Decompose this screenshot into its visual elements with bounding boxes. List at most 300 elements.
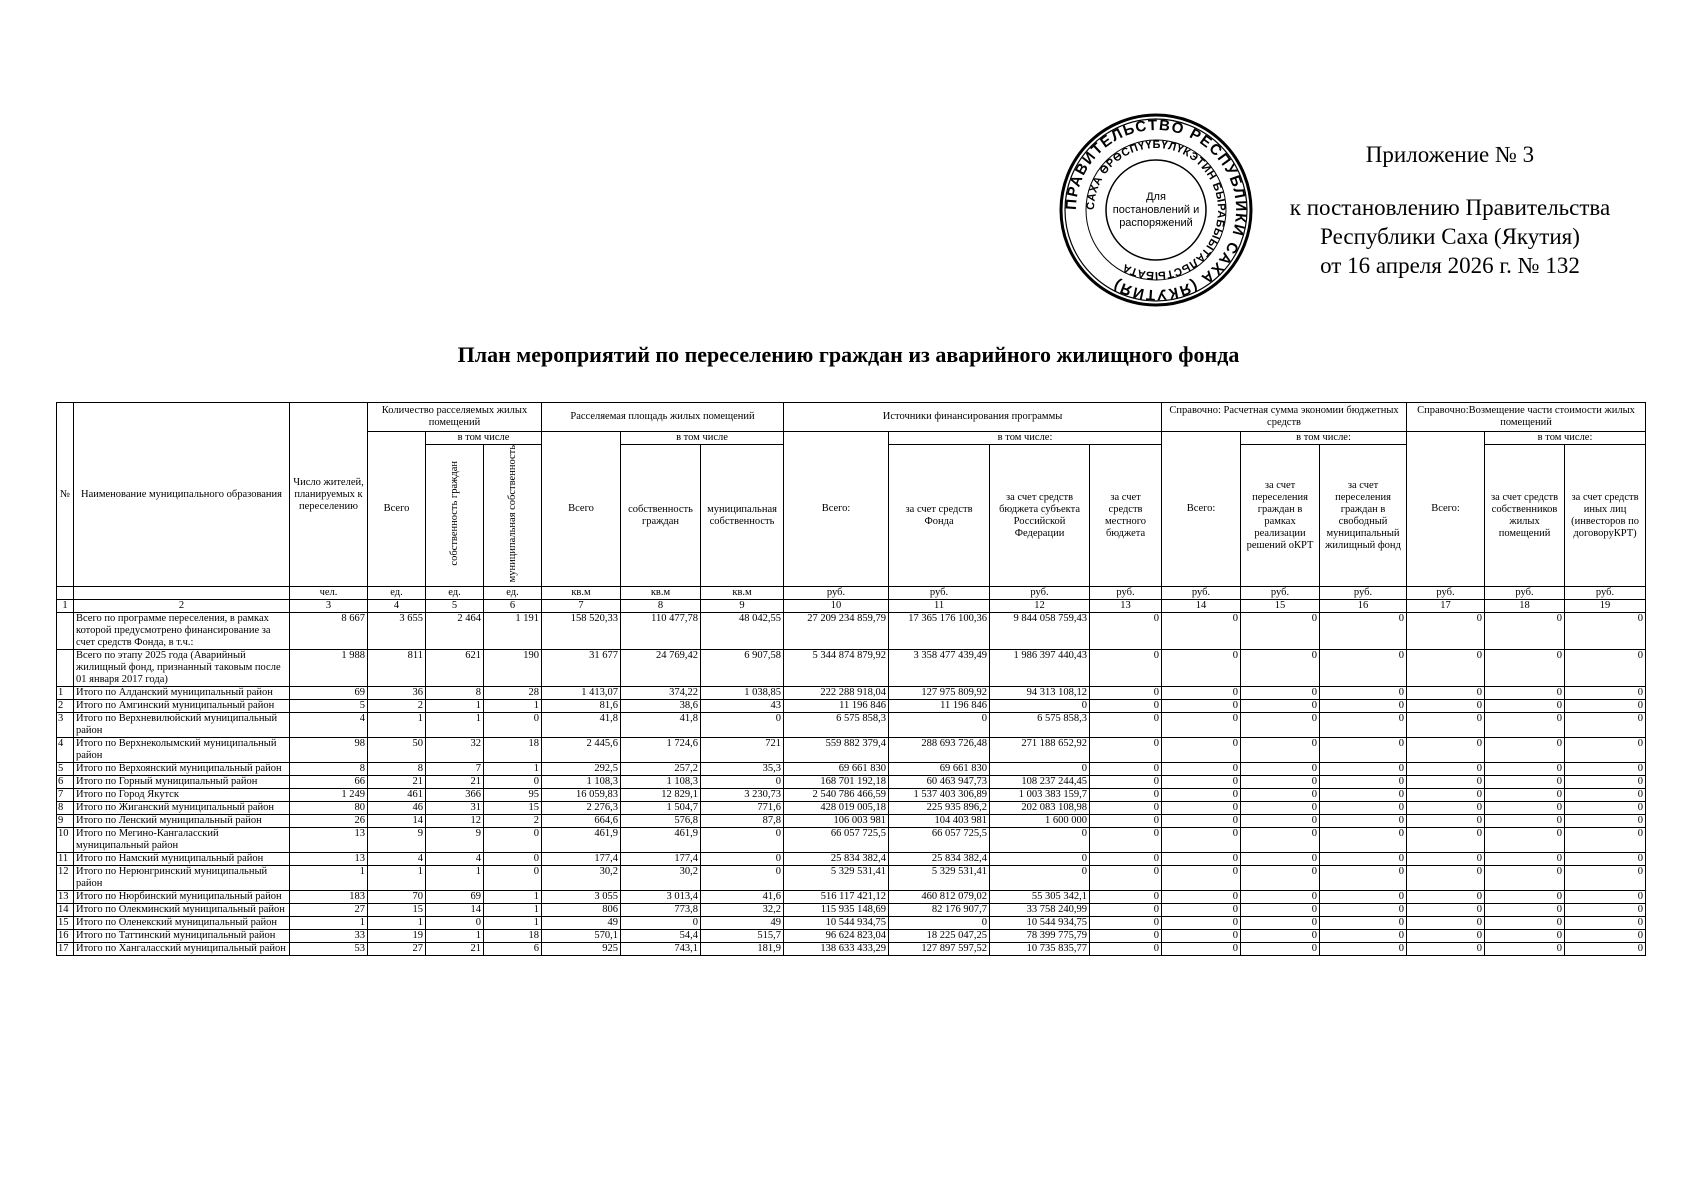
value-cell: 80: [290, 802, 368, 815]
value-cell: 2 276,3: [542, 802, 621, 815]
table-row: [57, 687, 1646, 700]
value-cell: 0: [1407, 930, 1485, 943]
resettlement-plan-table: [56, 402, 1646, 956]
value-cell: 0: [1565, 904, 1646, 917]
value-cell: 1 988: [290, 650, 368, 687]
value-cell: 1 537 403 306,89: [889, 789, 990, 802]
value-cell: 32,2: [701, 904, 784, 917]
value-cell: 0: [1485, 763, 1565, 776]
value-cell: 0: [1320, 700, 1407, 713]
value-cell: 721: [701, 738, 784, 763]
value-cell: 98: [290, 738, 368, 763]
value-cell: 0: [1162, 738, 1241, 763]
value-cell: 374,22: [621, 687, 701, 700]
table-row: [57, 866, 1646, 891]
value-cell: 53: [290, 943, 368, 956]
value-cell: 1: [290, 917, 368, 930]
value-cell: 0: [1090, 917, 1162, 930]
value-cell: 0: [889, 917, 990, 930]
value-cell: 41,8: [621, 713, 701, 738]
value-cell: 78 399 775,79: [990, 930, 1090, 943]
value-cell: 0: [1162, 789, 1241, 802]
value-cell: 43: [701, 700, 784, 713]
table-row: [57, 763, 1646, 776]
value-cell: 177,4: [621, 853, 701, 866]
value-cell: 3 013,4: [621, 891, 701, 904]
table-row: [57, 904, 1646, 917]
value-cell: 127 897 597,52: [889, 943, 990, 956]
value-cell: 0: [1162, 891, 1241, 904]
value-cell: 0: [1565, 866, 1646, 891]
value-cell: 0: [1407, 802, 1485, 815]
unit-cell: руб.: [1162, 587, 1241, 600]
header-no: №: [57, 403, 74, 587]
value-cell: 3 655: [368, 613, 426, 650]
value-cell: 104 403 981: [889, 815, 990, 828]
table-body: [57, 613, 1646, 956]
value-cell: 0: [1241, 613, 1320, 650]
unit-cell: [74, 587, 290, 600]
row-name: Всего по программе переселения, в рамках которой предусмотрено финансирование за счет средств Фонда, в т.ч.:: [74, 613, 290, 650]
header-econ-okrt: за счет переселения граждан в рамках реализации решений оКРТ: [1241, 445, 1320, 587]
value-cell: 4: [290, 713, 368, 738]
value-cell: 0: [1241, 853, 1320, 866]
value-cell: 0: [1407, 917, 1485, 930]
value-cell: 0: [1162, 650, 1241, 687]
value-cell: 38,6: [621, 700, 701, 713]
value-cell: 0: [1162, 943, 1241, 956]
row-index: 1: [57, 687, 74, 700]
header-fin-fund: за счет средств Фонда: [889, 445, 990, 587]
value-cell: 6 575 858,3: [784, 713, 889, 738]
header-financing-group: Источники финансирования программы: [784, 403, 1162, 432]
table-row: [57, 917, 1646, 930]
row-index: 7: [57, 789, 74, 802]
header-area-municipal: муниципальная собственность: [701, 445, 784, 587]
column-number-cell: 6: [484, 600, 542, 613]
value-cell: 6 575 858,3: [990, 713, 1090, 738]
unit-cell: руб.: [1407, 587, 1485, 600]
value-cell: 0: [990, 866, 1090, 891]
units-row: [57, 587, 1646, 600]
unit-cell: ед.: [426, 587, 484, 600]
value-cell: 0: [1565, 613, 1646, 650]
value-cell: 0: [1241, 763, 1320, 776]
value-cell: 41,6: [701, 891, 784, 904]
value-cell: 6 907,58: [701, 650, 784, 687]
value-cell: 0: [1241, 789, 1320, 802]
row-index: 8: [57, 802, 74, 815]
value-cell: 0: [1241, 687, 1320, 700]
row-name: Итого по Верхневилюйский муниципальный район: [74, 713, 290, 738]
header-name: Наименование муниципального образования: [74, 403, 290, 587]
value-cell: 1 003 383 159,7: [990, 789, 1090, 802]
value-cell: 0: [990, 700, 1090, 713]
value-cell: 0: [1407, 866, 1485, 891]
value-cell: 0: [1241, 891, 1320, 904]
value-cell: 0: [1565, 917, 1646, 930]
value-cell: 9 844 058 759,43: [990, 613, 1090, 650]
seal-center-line1: Для: [1146, 191, 1166, 203]
value-cell: 0: [1162, 866, 1241, 891]
value-cell: 36: [368, 687, 426, 700]
column-numbers-row: [57, 600, 1646, 613]
value-cell: 1: [484, 700, 542, 713]
seal-center-line3: распоряжений: [1119, 217, 1193, 229]
column-number-cell: 19: [1565, 600, 1646, 613]
value-cell: 0: [1090, 828, 1162, 853]
value-cell: 3 055: [542, 891, 621, 904]
value-cell: 0: [1565, 738, 1646, 763]
table-row: [57, 802, 1646, 815]
value-cell: 1 249: [290, 789, 368, 802]
value-cell: 106 003 981: [784, 815, 889, 828]
value-cell: 576,8: [621, 815, 701, 828]
value-cell: 8 667: [290, 613, 368, 650]
column-number-cell: 13: [1090, 600, 1162, 613]
value-cell: 0: [1241, 776, 1320, 789]
value-cell: 0: [1241, 650, 1320, 687]
value-cell: 806: [542, 904, 621, 917]
value-cell: 460 812 079,02: [889, 891, 990, 904]
value-cell: 0: [1162, 917, 1241, 930]
table-row: [57, 828, 1646, 853]
value-cell: 0: [1565, 828, 1646, 853]
value-cell: 0: [1090, 815, 1162, 828]
value-cell: 743,1: [621, 943, 701, 956]
column-number-cell: 8: [621, 600, 701, 613]
value-cell: 0: [1407, 613, 1485, 650]
row-name: Итого по Олекминский муниципальный район: [74, 904, 290, 917]
row-index: [57, 613, 74, 650]
value-cell: 0: [1090, 904, 1162, 917]
value-cell: 0: [1485, 904, 1565, 917]
value-cell: 15: [368, 904, 426, 917]
value-cell: 15: [484, 802, 542, 815]
value-cell: 0: [1485, 802, 1565, 815]
value-cell: 12: [426, 815, 484, 828]
value-cell: 2: [484, 815, 542, 828]
header-comp-incl: в том числе:: [1485, 432, 1646, 445]
value-cell: 0: [1241, 802, 1320, 815]
appendix-block: [1240, 140, 1660, 280]
value-cell: 773,8: [621, 904, 701, 917]
header-rooms-total: Всего: [368, 432, 426, 587]
value-cell: 0: [1320, 917, 1407, 930]
value-cell: 0: [1320, 687, 1407, 700]
value-cell: 21: [426, 776, 484, 789]
row-index: 2: [57, 700, 74, 713]
value-cell: 1: [426, 713, 484, 738]
unit-cell: руб.: [1320, 587, 1407, 600]
appendix-number: Приложение № 3: [1365, 142, 1535, 167]
unit-cell: руб.: [1485, 587, 1565, 600]
table-row: [57, 943, 1646, 956]
column-number-cell: 16: [1320, 600, 1407, 613]
value-cell: 428 019 005,18: [784, 802, 889, 815]
value-cell: 0: [1407, 738, 1485, 763]
value-cell: 0: [990, 828, 1090, 853]
value-cell: 0: [1241, 713, 1320, 738]
value-cell: 0: [1090, 891, 1162, 904]
value-cell: 0: [1407, 943, 1485, 956]
value-cell: 0: [1090, 700, 1162, 713]
table-row: [57, 650, 1646, 687]
value-cell: 461,9: [542, 828, 621, 853]
row-name: Итого по Намский муниципальный район: [74, 853, 290, 866]
value-cell: 27 209 234 859,79: [784, 613, 889, 650]
table-row: [57, 930, 1646, 943]
value-cell: 0: [701, 866, 784, 891]
column-number-cell: 10: [784, 600, 889, 613]
value-cell: 66: [290, 776, 368, 789]
value-cell: 1: [484, 904, 542, 917]
unit-cell: руб.: [990, 587, 1090, 600]
value-cell: 0: [1162, 904, 1241, 917]
value-cell: 168 701 192,18: [784, 776, 889, 789]
value-cell: 94 313 108,12: [990, 687, 1090, 700]
value-cell: 0: [1407, 828, 1485, 853]
value-cell: 41,8: [542, 713, 621, 738]
value-cell: 25 834 382,4: [784, 853, 889, 866]
value-cell: 0: [484, 776, 542, 789]
value-cell: 0: [990, 763, 1090, 776]
value-cell: 811: [368, 650, 426, 687]
value-cell: 0: [1485, 650, 1565, 687]
value-cell: 0: [1090, 738, 1162, 763]
value-cell: 0: [1162, 713, 1241, 738]
header-area-own: собственность граждан: [621, 445, 701, 587]
value-cell: 5 344 874 879,92: [784, 650, 889, 687]
value-cell: 0: [1320, 930, 1407, 943]
value-cell: 0: [1320, 904, 1407, 917]
value-cell: 0: [1565, 853, 1646, 866]
value-cell: 30,2: [542, 866, 621, 891]
value-cell: 27: [290, 904, 368, 917]
value-cell: 461: [368, 789, 426, 802]
value-cell: 6: [484, 943, 542, 956]
value-cell: 0: [1162, 930, 1241, 943]
unit-cell: руб.: [1090, 587, 1162, 600]
value-cell: 3 358 477 439,49: [889, 650, 990, 687]
header-compensation-group: Справочно:Возмещение части стоимости жилых помещений: [1407, 403, 1646, 432]
value-cell: 82 176 907,7: [889, 904, 990, 917]
value-cell: 110 477,78: [621, 613, 701, 650]
table-row: [57, 713, 1646, 738]
header-econ-free-fund: за счет переселения граждан в свободный муниципальный жилищный фонд: [1320, 445, 1407, 587]
value-cell: 1 191: [484, 613, 542, 650]
value-cell: 26: [290, 815, 368, 828]
row-index: 12: [57, 866, 74, 891]
column-number-cell: 18: [1485, 600, 1565, 613]
row-name: Итого по Амгинский муниципальный район: [74, 700, 290, 713]
value-cell: 4: [368, 853, 426, 866]
value-cell: 0: [1320, 891, 1407, 904]
value-cell: 14: [426, 904, 484, 917]
value-cell: 0: [1485, 930, 1565, 943]
value-cell: 66 057 725,5: [889, 828, 990, 853]
value-cell: 1 108,3: [542, 776, 621, 789]
table-row: [57, 815, 1646, 828]
value-cell: 70: [368, 891, 426, 904]
value-cell: 271 188 652,92: [990, 738, 1090, 763]
header-economy-group: Справочно: Расчетная сумма экономии бюджетных средств: [1162, 403, 1407, 432]
value-cell: 69 661 830: [784, 763, 889, 776]
value-cell: 0: [701, 828, 784, 853]
value-cell: 0: [1407, 763, 1485, 776]
value-cell: 28: [484, 687, 542, 700]
value-cell: 49: [542, 917, 621, 930]
value-cell: 0: [1407, 789, 1485, 802]
column-number-cell: 11: [889, 600, 990, 613]
value-cell: 664,6: [542, 815, 621, 828]
value-cell: 0: [1162, 687, 1241, 700]
value-cell: 1 413,07: [542, 687, 621, 700]
header-fin-incl: в том числе:: [889, 432, 1162, 445]
value-cell: 0: [1162, 853, 1241, 866]
row-index: 4: [57, 738, 74, 763]
value-cell: 0: [1565, 789, 1646, 802]
value-cell: 0: [1241, 700, 1320, 713]
value-cell: 0: [1162, 613, 1241, 650]
value-cell: 21: [426, 943, 484, 956]
value-cell: 54,4: [621, 930, 701, 943]
value-cell: 0: [1485, 943, 1565, 956]
value-cell: 60 463 947,73: [889, 776, 990, 789]
value-cell: 183: [290, 891, 368, 904]
table-header: [57, 403, 1646, 613]
header-rooms-own: собственность граждан: [426, 445, 484, 587]
value-cell: 0: [990, 853, 1090, 866]
value-cell: 1: [484, 763, 542, 776]
value-cell: 288 693 726,48: [889, 738, 990, 763]
value-cell: 24 769,42: [621, 650, 701, 687]
value-cell: 0: [1320, 828, 1407, 853]
value-cell: 2 445,6: [542, 738, 621, 763]
column-number-cell: 3: [290, 600, 368, 613]
header-area-group: Расселяемая площадь жилых помещений: [542, 403, 784, 432]
value-cell: 570,1: [542, 930, 621, 943]
seal-inner-text: САХА ӨРӨСПҮҮБҮЛҮКЭТИН БЫРАБЫЫТАЛЬСТЫБАТА: [1084, 138, 1228, 282]
value-cell: 0: [1090, 866, 1162, 891]
value-cell: 10 544 934,75: [784, 917, 889, 930]
value-cell: 5 329 531,41: [889, 866, 990, 891]
seal-center-line2: постановлений и: [1112, 204, 1200, 216]
value-cell: 10 544 934,75: [990, 917, 1090, 930]
header-rooms-incl: в том числе: [426, 432, 542, 445]
value-cell: 9: [426, 828, 484, 853]
unit-cell: руб.: [784, 587, 889, 600]
value-cell: 11 196 846: [784, 700, 889, 713]
value-cell: 0: [1162, 815, 1241, 828]
value-cell: 31: [426, 802, 484, 815]
value-cell: 158 520,33: [542, 613, 621, 650]
value-cell: 0: [1407, 700, 1485, 713]
value-cell: 9: [368, 828, 426, 853]
value-cell: 0: [1485, 738, 1565, 763]
value-cell: 0: [1090, 713, 1162, 738]
row-index: 6: [57, 776, 74, 789]
header-area-total: Всего: [542, 432, 621, 587]
value-cell: 0: [484, 853, 542, 866]
value-cell: 0: [1565, 930, 1646, 943]
row-name: Итого по Город Якутск: [74, 789, 290, 802]
value-cell: 516 117 421,12: [784, 891, 889, 904]
value-cell: 0: [1485, 789, 1565, 802]
value-cell: 461,9: [621, 828, 701, 853]
column-number-cell: 9: [701, 600, 784, 613]
value-cell: 5: [290, 700, 368, 713]
value-cell: 0: [1320, 815, 1407, 828]
header-comp-total: Всего:: [1407, 432, 1485, 587]
row-index: 17: [57, 943, 74, 956]
value-cell: 1 724,6: [621, 738, 701, 763]
header-rooms-municipal: муниципальная собственность: [484, 445, 542, 587]
value-cell: 21: [368, 776, 426, 789]
value-cell: 0: [1320, 802, 1407, 815]
column-number-cell: 2: [74, 600, 290, 613]
value-cell: 0: [1485, 866, 1565, 891]
value-cell: 2: [368, 700, 426, 713]
value-cell: 66 057 725,5: [784, 828, 889, 853]
value-cell: 0: [1407, 853, 1485, 866]
row-name: Итого по Оленекский муниципальный район: [74, 917, 290, 930]
value-cell: 3 230,73: [701, 789, 784, 802]
value-cell: 1: [484, 917, 542, 930]
value-cell: 18: [484, 738, 542, 763]
value-cell: 559 882 379,4: [784, 738, 889, 763]
value-cell: 0: [1320, 853, 1407, 866]
header-comp-other: за счет средств иных лиц (инвесторов по договоруКРТ): [1565, 445, 1646, 587]
value-cell: 0: [1565, 815, 1646, 828]
unit-cell: кв.м: [701, 587, 784, 600]
value-cell: 0: [1241, 815, 1320, 828]
value-cell: 55 305 342,1: [990, 891, 1090, 904]
unit-cell: ед.: [484, 587, 542, 600]
value-cell: 17 365 176 100,36: [889, 613, 990, 650]
value-cell: 1: [368, 917, 426, 930]
value-cell: 1 108,3: [621, 776, 701, 789]
table-row: [57, 738, 1646, 763]
value-cell: 1: [290, 866, 368, 891]
value-cell: 222 288 918,04: [784, 687, 889, 700]
value-cell: 0: [1320, 943, 1407, 956]
header-comp-owners: за счет средств собственников жилых помещений: [1485, 445, 1565, 587]
header-fin-subject: за счет средств бюджета субъекта Российской Федерации: [990, 445, 1090, 587]
seal-outer-text: ПРАВИТЕЛЬСТВО РЕСПУБЛИКИ САХА (ЯКУТИЯ): [1062, 116, 1250, 304]
value-cell: 0: [1565, 650, 1646, 687]
value-cell: 0: [1485, 613, 1565, 650]
value-cell: 190: [484, 650, 542, 687]
value-cell: 115 935 148,69: [784, 904, 889, 917]
value-cell: 1: [368, 866, 426, 891]
unit-cell: руб.: [1565, 587, 1646, 600]
value-cell: 0: [621, 917, 701, 930]
value-cell: 32: [426, 738, 484, 763]
column-number-cell: 7: [542, 600, 621, 613]
row-index: 9: [57, 815, 74, 828]
value-cell: 0: [1241, 904, 1320, 917]
column-number-cell: 15: [1241, 600, 1320, 613]
unit-cell: кв.м: [542, 587, 621, 600]
row-index: 11: [57, 853, 74, 866]
value-cell: 0: [1320, 763, 1407, 776]
table-row: [57, 613, 1646, 650]
value-cell: 49: [701, 917, 784, 930]
value-cell: 0: [1162, 802, 1241, 815]
value-cell: 515,7: [701, 930, 784, 943]
value-cell: 30,2: [621, 866, 701, 891]
